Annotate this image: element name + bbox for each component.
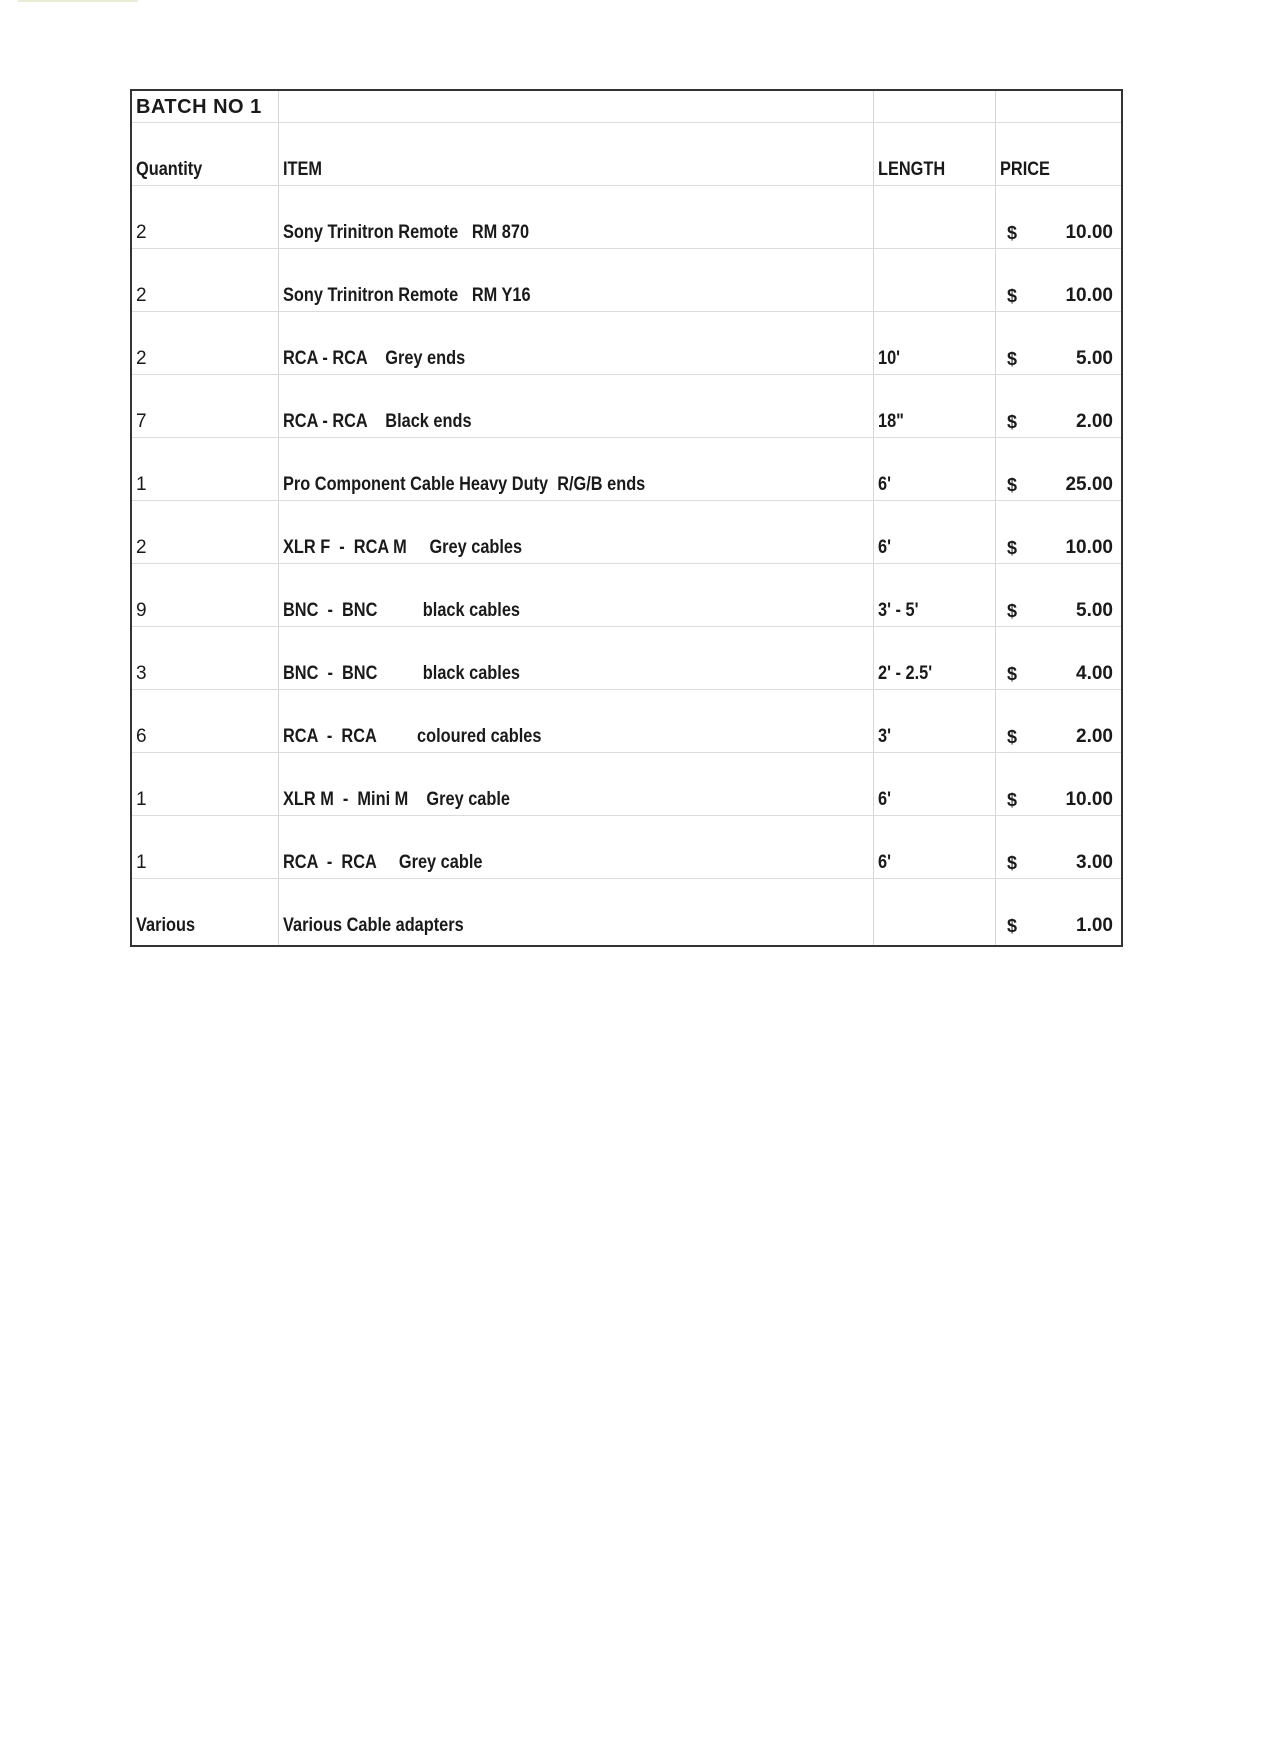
item-cell: RCA - RCA Black ends <box>283 411 472 432</box>
header-length: LENGTH <box>878 159 946 180</box>
quantity-cell: 9 <box>136 600 147 621</box>
quantity-cell: 2 <box>136 222 147 243</box>
price-cell: 2.00 <box>1076 726 1113 747</box>
inventory-table <box>130 89 1123 947</box>
length-cell: 3' - 5' <box>878 600 919 621</box>
item-cell: Sony Trinitron Remote RM Y16 <box>283 285 531 306</box>
quantity-cell: 1 <box>136 789 147 810</box>
item-cell: BNC - BNC black cables <box>283 663 520 684</box>
scan-artifact <box>18 0 138 2</box>
item-cell: XLR F - RCA M Grey cables <box>283 537 523 558</box>
batch-title: BATCH NO 1 <box>136 96 262 118</box>
currency-cell: $ <box>1007 223 1018 243</box>
quantity-cell: 1 <box>136 852 147 873</box>
quantity-cell: 2 <box>136 348 147 369</box>
length-cell: 10' <box>878 348 901 369</box>
header-price: PRICE <box>1000 159 1050 180</box>
header-quantity: Quantity <box>136 159 203 180</box>
length-cell: 6' <box>878 789 891 810</box>
item-cell: RCA - RCA Grey cable <box>283 852 483 873</box>
price-cell: 5.00 <box>1076 348 1113 369</box>
item-cell: BNC - BNC black cables <box>283 600 520 621</box>
table-row <box>132 847 1121 879</box>
quantity-cell: 7 <box>136 411 147 432</box>
price-cell: 5.00 <box>1076 600 1113 621</box>
price-cell: 25.00 <box>1065 474 1113 495</box>
item-cell: Sony Trinitron Remote RM 870 <box>283 222 530 243</box>
currency-cell: $ <box>1007 727 1018 747</box>
price-cell: 10.00 <box>1065 537 1113 558</box>
item-cell: RCA - RCA Grey ends <box>283 348 466 369</box>
table-row <box>132 721 1121 753</box>
price-cell: 10.00 <box>1065 222 1113 243</box>
table-row <box>132 280 1121 312</box>
table-row <box>132 595 1121 627</box>
currency-cell: $ <box>1007 790 1018 810</box>
price-cell: 10.00 <box>1065 285 1113 306</box>
currency-cell: $ <box>1007 538 1018 558</box>
quantity-cell: 3 <box>136 663 147 684</box>
header-item: ITEM <box>283 159 323 180</box>
item-cell: RCA - RCA coloured cables <box>283 726 542 747</box>
price-cell: 2.00 <box>1076 411 1113 432</box>
currency-cell: $ <box>1007 475 1018 495</box>
currency-cell: $ <box>1007 412 1018 432</box>
table-header-row <box>132 154 1121 186</box>
currency-cell: $ <box>1007 286 1018 306</box>
table-row <box>132 469 1121 501</box>
quantity-cell: 6 <box>136 726 147 747</box>
table-row <box>132 784 1121 816</box>
length-cell: 3' <box>878 726 891 747</box>
length-cell: 6' <box>878 474 891 495</box>
currency-cell: $ <box>1007 349 1018 369</box>
table-row <box>132 532 1121 564</box>
length-cell: 2' - 2.5' <box>878 663 933 684</box>
price-cell: 3.00 <box>1076 852 1113 873</box>
currency-cell: $ <box>1007 916 1018 936</box>
length-cell: 6' <box>878 537 891 558</box>
table-row <box>132 217 1121 249</box>
quantity-cell: Various <box>136 915 196 936</box>
table-row <box>132 658 1121 690</box>
quantity-cell: 2 <box>136 537 147 558</box>
length-cell: 18" <box>878 411 904 432</box>
table-row <box>132 406 1121 438</box>
item-cell: Various Cable adapters <box>283 915 464 936</box>
price-cell: 1.00 <box>1076 915 1113 936</box>
price-cell: 10.00 <box>1065 789 1113 810</box>
quantity-cell: 1 <box>136 474 147 495</box>
row-divider <box>132 122 1121 123</box>
item-cell: XLR M - Mini M Grey cable <box>283 789 510 810</box>
currency-cell: $ <box>1007 853 1018 873</box>
table-row <box>132 910 1121 942</box>
item-cell: Pro Component Cable Heavy Duty R/G/B ends <box>283 474 646 495</box>
length-cell: 6' <box>878 852 891 873</box>
price-cell: 4.00 <box>1076 663 1113 684</box>
table-row <box>132 343 1121 375</box>
currency-cell: $ <box>1007 664 1018 684</box>
quantity-cell: 2 <box>136 285 147 306</box>
currency-cell: $ <box>1007 601 1018 621</box>
